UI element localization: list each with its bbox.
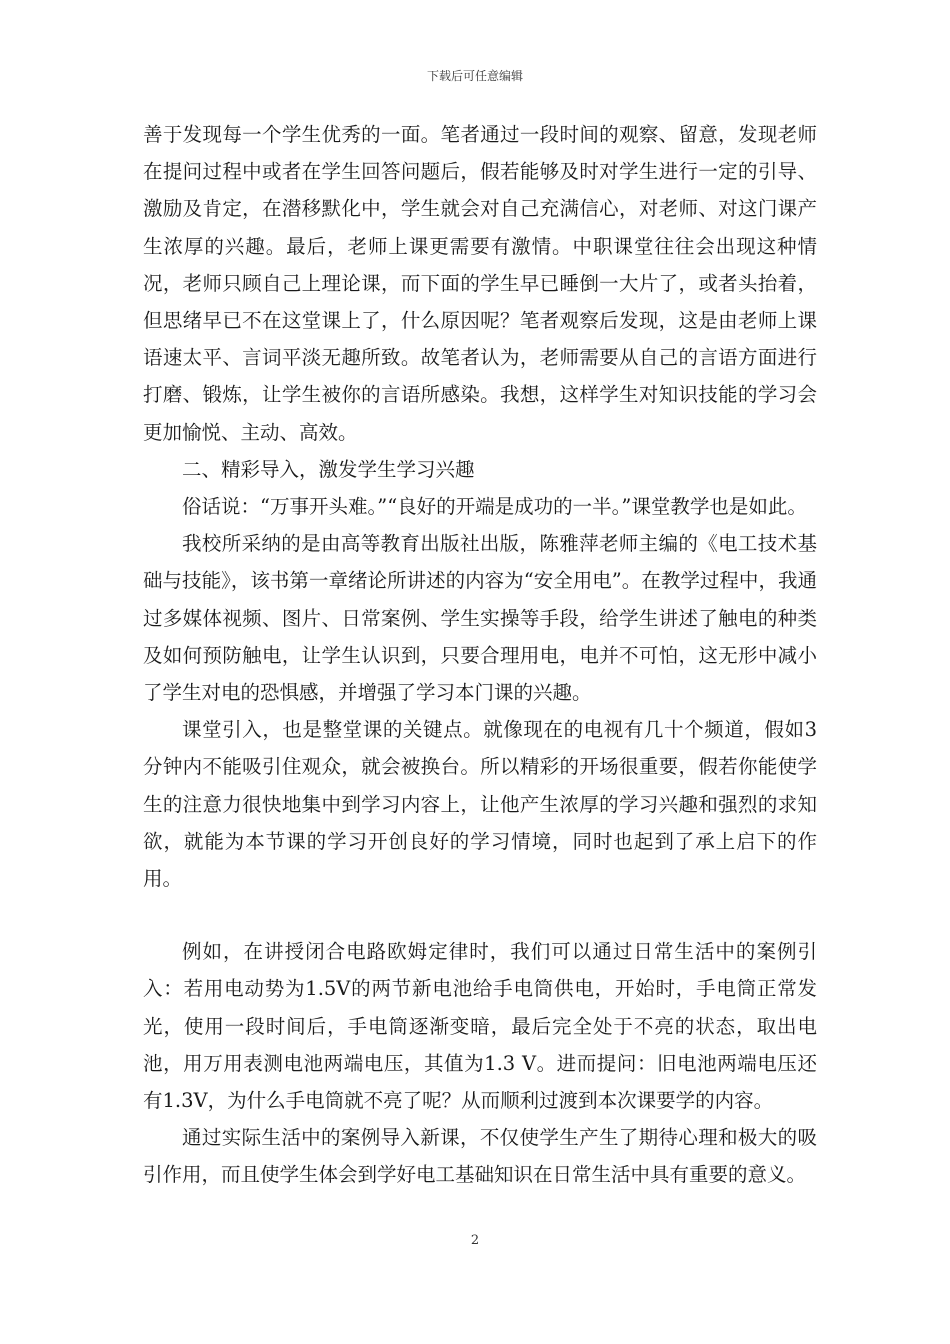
paragraph: 课堂引入，也是整堂课的关键点。就像现在的电视有几十个频道，假如3分钟内不能吸引住观众，就会被换台。所以精彩的开场很重要，假若你能使学生的注意力很快地集中到学习内容上，让他产生浓厚的学习兴趣和强烈的求知欲，就能为本节课的学习开创良好的学习情境，同时也起到了承上启下的作用。 xyxy=(143,718,817,891)
paragraph-continued: 善于发现每一个学生优秀的一面。笔者通过一段时间的观察、留意，发现老师在提问过程中或者在学生回答问题后，假若能够及时对学生进行一定的引导、激励及肯定，在潜移默化中，学生就会对自己充满信心，对老师、对这门课产生浓厚的兴趣。最后，老师上课更需要有激情。中职课堂往往会出现这种情况，老师只顾自己上理论课，而下面的学生早已睡倒一大片了，或者头抬着，但思绪早已不在这堂课上了，什么原因呢？笔者观察后发现，这是由老师上课语速太平、言词平淡无趣所致。故笔者认为，老师需要从自己的言语方面进行打磨、锻炼，让学生被你的言语所感染。我想，这样学生对知识技能的学习会更加愉悦、主动、高效。 xyxy=(143,123,817,444)
document-body xyxy=(143,116,817,1194)
paragraph-spacer xyxy=(143,897,817,933)
section-heading: 二、精彩导入，激发学生学习兴趣 xyxy=(182,457,475,481)
paragraph: 俗话说：“万事开头难。”“良好的开端是成功的一半。”课堂教学也是如此。 xyxy=(182,495,807,519)
paragraph: 我校所采纳的是由高等教育出版社出版，陈雅萍老师主编的《电工技术基础与技能》，该书第一章绪论所讲述的内容为“安全用电”。在教学过程中，我通过多媒体视频、图片、日常案例、学生实操等手段，给学生讲述了触电的种类及如何预防触电，让学生认识到，只要合理用电，电并不可怕，这无形中减小了学生对电的恐惧感，并增强了学习本门课的兴趣。 xyxy=(143,532,817,705)
paragraph: 通过实际生活中的案例导入新课，不仅使学生产生了期待心理和极大的吸引作用，而且使学生体会到学好电工基础知识在日常生活中具有重要的意义。 xyxy=(143,1126,817,1187)
page-number: 2 xyxy=(470,1233,480,1248)
page-header: 下载后可任意编辑 xyxy=(426,69,523,83)
paragraph: 例如，在讲授闭合电路欧姆定律时，我们可以通过日常生活中的案例引入：若用电动势为1.5V的两节新电池给手电筒供电，开始时，手电筒正常发光，使用一段时间后，手电筒逐渐变暗，最后完全处于不亮的状态，取出电池，用万用表测电池两端电压，其值为1.3 V。进而提问：旧电池两端电压还有1.3V，为什么手电筒就不亮了呢？从而顺利过渡到本次课要学的内容。 xyxy=(143,940,817,1113)
